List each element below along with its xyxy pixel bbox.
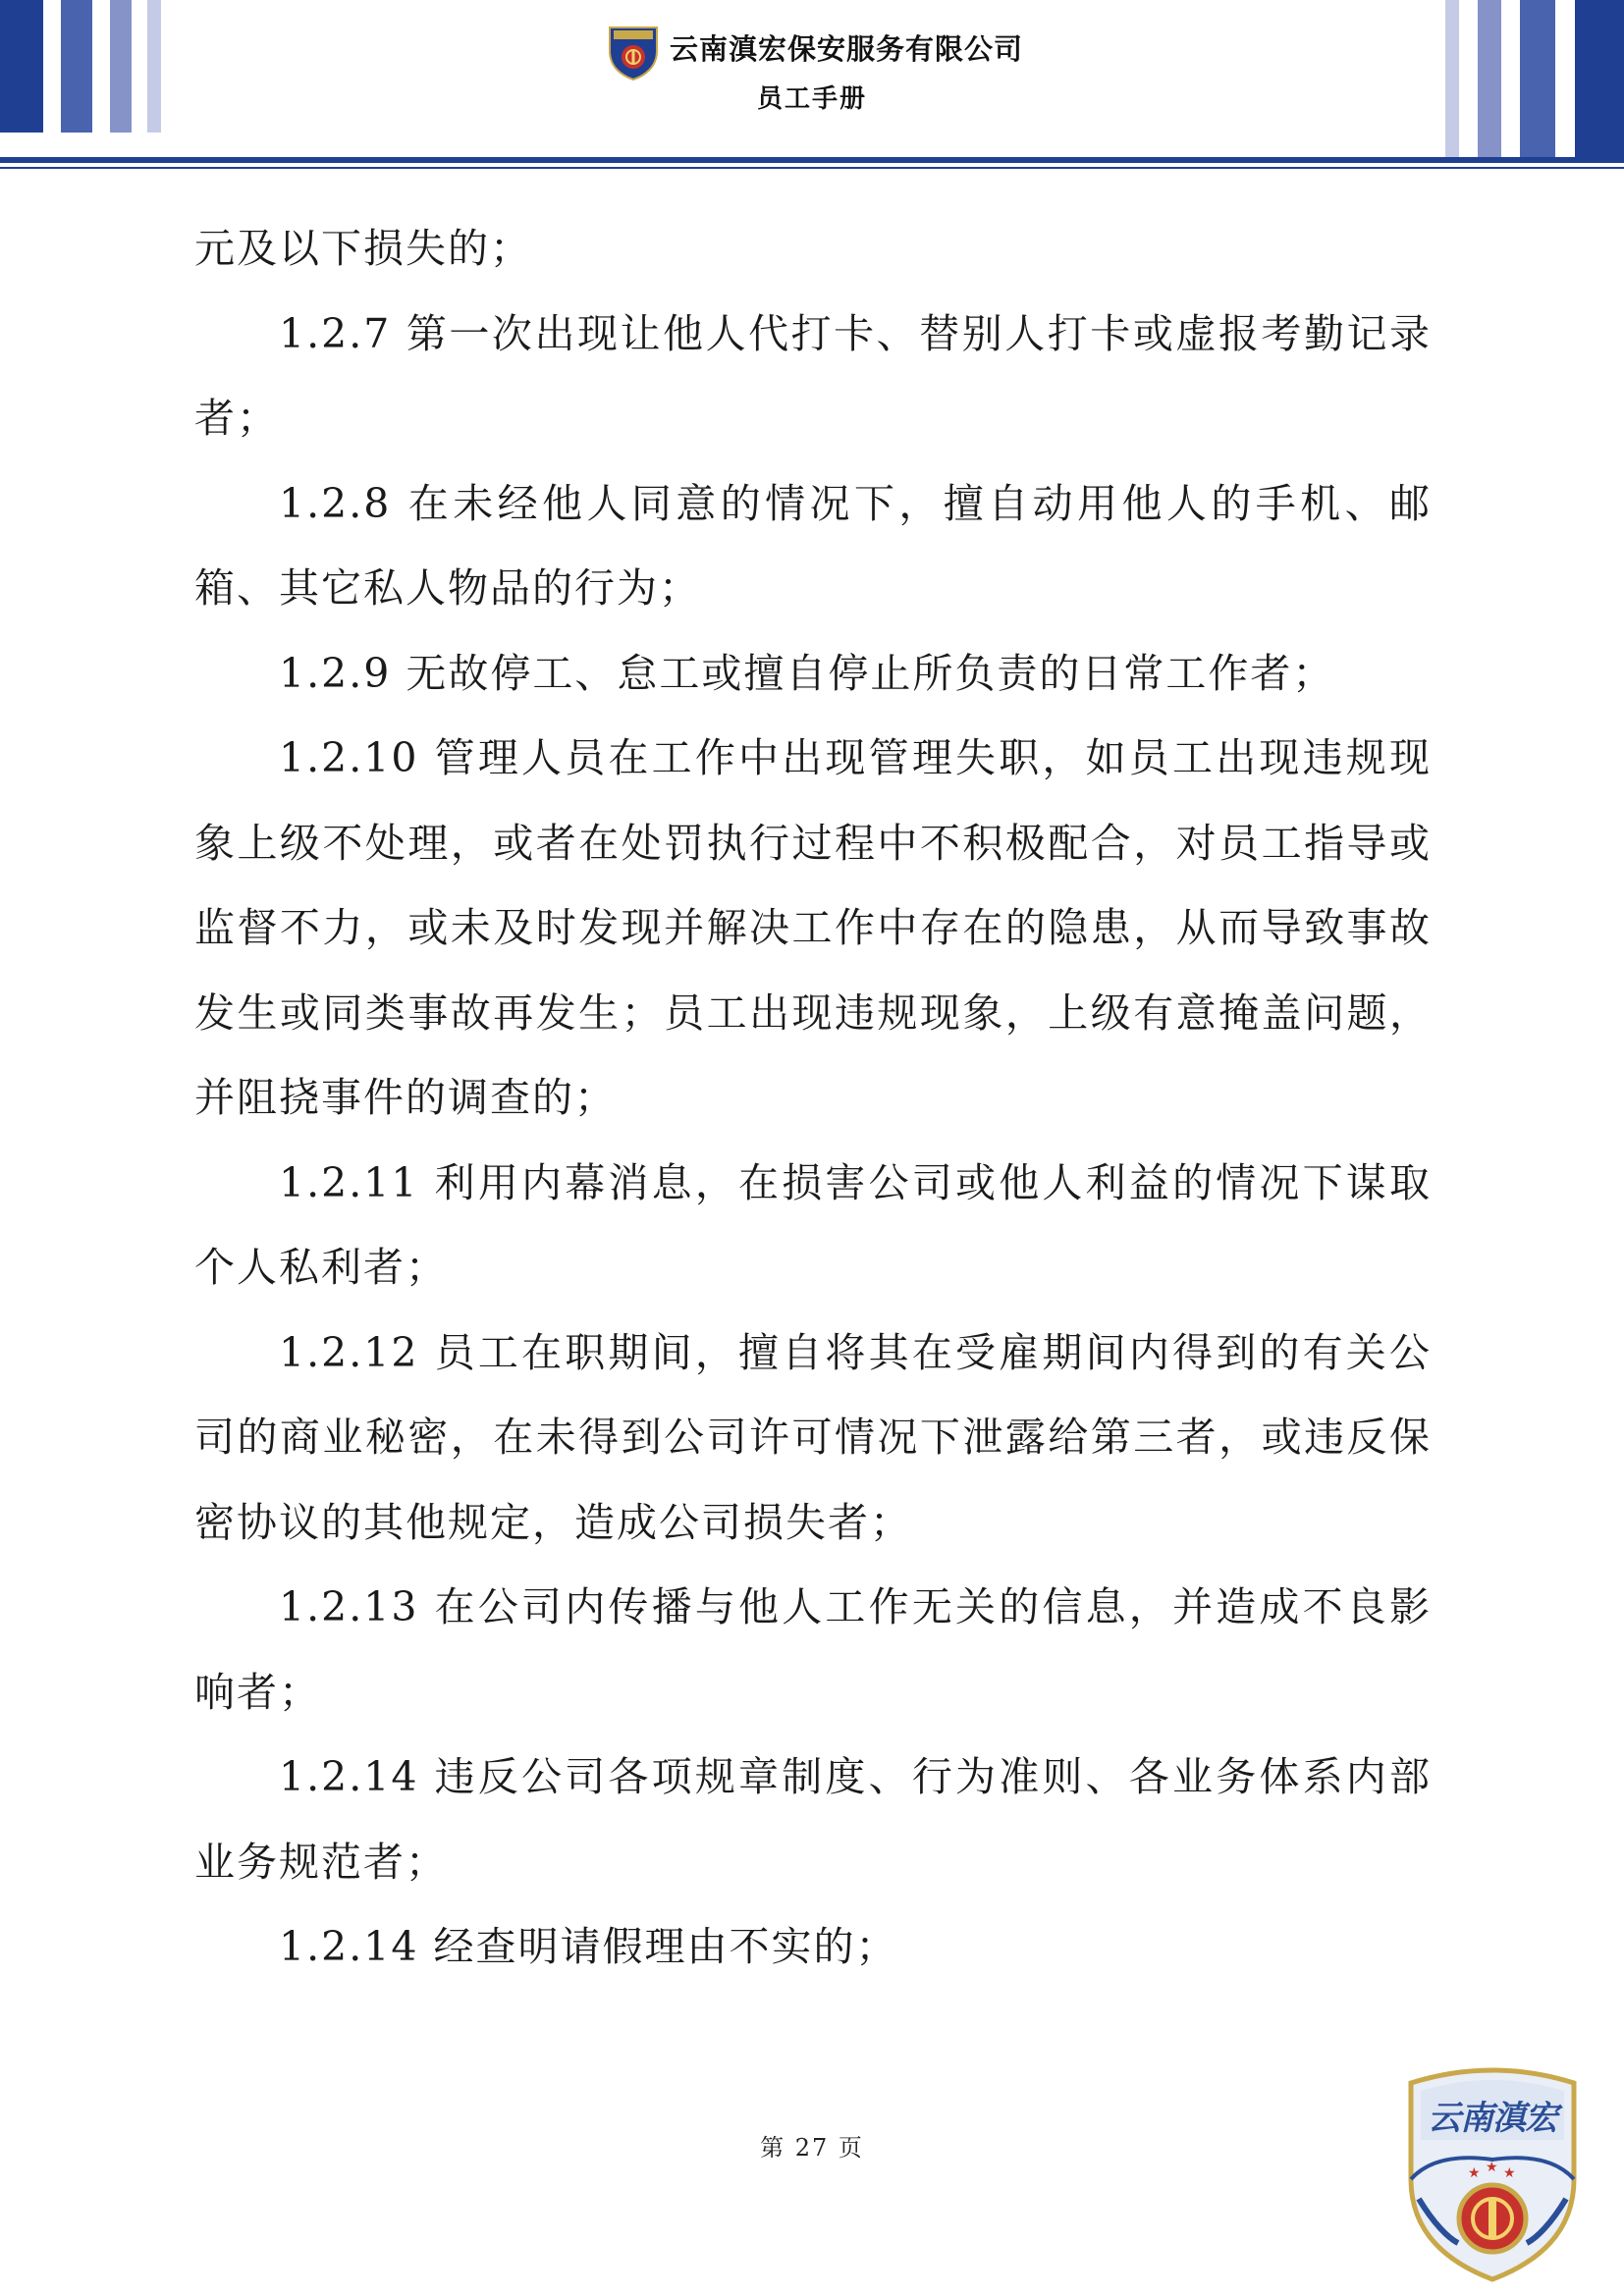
header-rule — [0, 157, 1624, 163]
company-name: 云南滇宏保安服务有限公司 — [670, 32, 1024, 66]
document-subtitle: 员工手册 — [756, 84, 867, 114]
paragraph: 1.2.10 管理人员在工作中出现管理失职，如员工出现违规现象上级不处理，或者在处罚执行过程中不积极配合，对员工指导或监督不力，或未及时发现并解决工作中存在的隐患，从而导致事故发生或同类事故再发生；员工出现违规现象，上级有意掩盖问题，并阻挠事件的调查的； — [194, 734, 1432, 1121]
svg-text:★: ★ — [1486, 2160, 1498, 2175]
badge-label: 云南滇宏 — [1428, 2099, 1557, 2138]
document-body — [194, 206, 1432, 1990]
paragraph: 1.2.12 员工在职期间，擅自将其在受雇期间内得到的有关公司的商业秘密，在未得到公司许可情况下泄露给第三者，或违反保密协议的其他规定，造成公司损失者； — [194, 1328, 1432, 1546]
page-number: 第 27 页 — [760, 2134, 864, 2162]
paragraph: 1.2.7 第一次出现让他人代打卡、替别人打卡或虚报考勤记录者； — [194, 309, 1432, 442]
svg-text:★: ★ — [1503, 2165, 1516, 2181]
paragraph: 1.2.14 违反公司各项规章制度、行为准则、各业务体系内部业务规范者； — [194, 1753, 1432, 1886]
paragraph: 1.2.8 在未经他人同意的情况下，擅自动用他人的手机、邮箱、其它私人物品的行为； — [194, 479, 1432, 612]
paragraph: 1.2.14 经查明请假理由不实的； — [279, 1923, 898, 1970]
company-shield-logo-icon — [606, 22, 661, 80]
header-rule-thin — [0, 167, 1624, 169]
paragraph: 1.2.13 在公司内传播与他人工作无关的信息，并造成不良影响者； — [194, 1583, 1432, 1716]
paragraph: 1.2.9 无故停工、怠工或擅自停止所负责的日常工作者； — [279, 649, 1335, 697]
svg-text:★: ★ — [1468, 2165, 1481, 2181]
paragraph: 元及以下损失的； — [194, 225, 532, 272]
paragraph: 1.2.11 利用内幕消息，在损害公司或他人利益的情况下谋取个人私利者； — [194, 1158, 1432, 1291]
